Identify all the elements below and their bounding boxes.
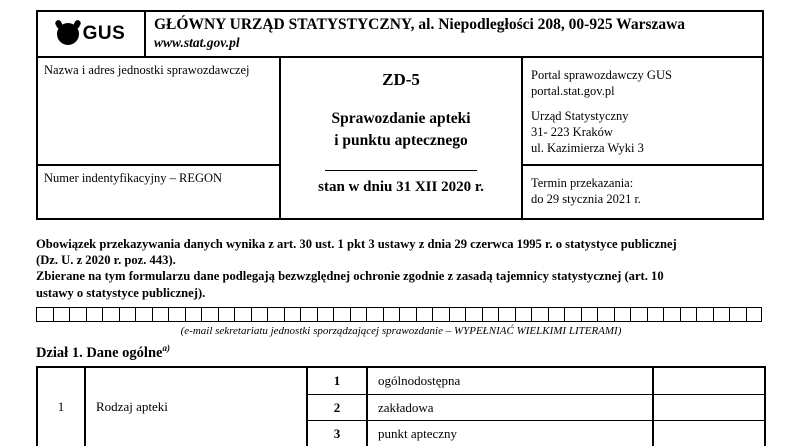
email-comb-cell[interactable] bbox=[564, 307, 581, 322]
table-row-group bbox=[38, 368, 764, 446]
email-comb-cell[interactable] bbox=[135, 307, 152, 322]
table-row bbox=[308, 420, 764, 446]
email-comb-cell[interactable] bbox=[663, 307, 680, 322]
option-index: 2 bbox=[308, 394, 368, 420]
portal-line1: Portal sprawozdawczy GUS bbox=[531, 68, 672, 82]
email-comb-cell[interactable] bbox=[152, 307, 169, 322]
reporting-unit-column bbox=[38, 58, 281, 218]
form-name-line1: Sprawozdanie apteki bbox=[331, 110, 471, 127]
email-comb-cell[interactable] bbox=[119, 307, 136, 322]
office-url: www.stat.gov.pl bbox=[154, 35, 240, 50]
email-comb-cell[interactable] bbox=[399, 307, 416, 322]
email-comb-cell[interactable] bbox=[53, 307, 70, 322]
regon-label: Numer indentyfikacyjny – REGON bbox=[44, 171, 223, 185]
table-row bbox=[308, 394, 764, 420]
email-comb-cell[interactable] bbox=[531, 307, 548, 322]
form-identity-cell bbox=[281, 58, 523, 218]
contact-column bbox=[523, 58, 762, 218]
email-comb-cell[interactable] bbox=[630, 307, 647, 322]
office-line2: 31- 223 Kraków bbox=[531, 125, 613, 139]
email-comb-cell[interactable] bbox=[548, 307, 565, 322]
email-comb-cell[interactable] bbox=[251, 307, 268, 322]
legal-notice bbox=[36, 236, 766, 301]
regon-field[interactable] bbox=[38, 166, 279, 218]
email-comb-cell[interactable] bbox=[515, 307, 532, 322]
form-name bbox=[281, 108, 521, 152]
option-value-input[interactable] bbox=[654, 420, 764, 446]
row-number: 1 bbox=[38, 368, 86, 446]
reporting-unit-field[interactable] bbox=[38, 58, 279, 166]
email-comb-cell[interactable] bbox=[614, 307, 631, 322]
form-divider bbox=[325, 170, 477, 171]
email-comb-cell[interactable] bbox=[416, 307, 433, 322]
deadline-label: Termin przekazania: bbox=[531, 176, 634, 190]
email-comb-cell[interactable] bbox=[102, 307, 119, 322]
email-comb-cell[interactable] bbox=[218, 307, 235, 322]
legal-line-4: ustawy o statystyce publicznej). bbox=[36, 285, 206, 300]
email-comb-cell[interactable] bbox=[713, 307, 730, 322]
option-label: punkt apteczny bbox=[368, 420, 654, 446]
email-comb-cell[interactable] bbox=[185, 307, 202, 322]
table-row bbox=[308, 368, 764, 394]
option-rows bbox=[308, 368, 764, 446]
email-comb-cell[interactable] bbox=[317, 307, 334, 322]
form-header-table bbox=[36, 10, 764, 220]
form-date: stan w dniu 31 XII 2020 r. bbox=[318, 179, 484, 195]
email-comb-cell[interactable] bbox=[234, 307, 251, 322]
email-comb-cell[interactable] bbox=[482, 307, 499, 322]
office-title: GŁÓWNY URZĄD STATYSTYCZNY, al. Niepodległości 208, 00-925 Warszawa bbox=[154, 16, 686, 33]
section-title-superscript: a) bbox=[162, 343, 170, 353]
header-top-row bbox=[38, 12, 762, 58]
option-label: ogólnodostępna bbox=[368, 368, 654, 394]
option-value-input[interactable] bbox=[654, 368, 764, 394]
email-comb-cell[interactable] bbox=[383, 307, 400, 322]
email-comb-cell[interactable] bbox=[696, 307, 713, 322]
email-comb-cell[interactable] bbox=[647, 307, 664, 322]
email-comb-cell[interactable] bbox=[465, 307, 482, 322]
office-line1: Urząd Statystyczny bbox=[531, 109, 629, 123]
option-index: 1 bbox=[308, 368, 368, 394]
gus-logo bbox=[57, 23, 126, 45]
email-comb-cell[interactable] bbox=[201, 307, 218, 322]
email-comb-cell[interactable] bbox=[284, 307, 301, 322]
office-title-cell bbox=[146, 12, 762, 56]
gus-logo-cell bbox=[38, 12, 146, 56]
office-block bbox=[531, 108, 754, 156]
email-comb-cell[interactable] bbox=[300, 307, 317, 322]
form-name-line2: i punktu aptecznego bbox=[334, 132, 468, 149]
email-comb-cell[interactable] bbox=[449, 307, 466, 322]
email-comb-cell[interactable] bbox=[498, 307, 515, 322]
email-comb-cell[interactable] bbox=[333, 307, 350, 322]
reporting-unit-label: Nazwa i adres jednostki sprawozdawczej bbox=[44, 63, 250, 77]
legal-line-1: Obowiązek przekazywania danych wynika z art. 30 ust. 1 pkt 3 ustawy z dnia 29 czerwca 1995 r. o statystyce publicznej bbox=[36, 237, 677, 251]
email-comb-cell[interactable] bbox=[86, 307, 103, 322]
email-comb-cell[interactable] bbox=[168, 307, 185, 322]
header-body-row bbox=[38, 58, 762, 218]
email-comb-cell[interactable] bbox=[366, 307, 383, 322]
email-comb-cell[interactable] bbox=[36, 307, 53, 322]
email-comb-cell[interactable] bbox=[729, 307, 746, 322]
email-comb-cell[interactable] bbox=[581, 307, 598, 322]
office-line3: ul. Kazimierza Wyki 3 bbox=[531, 141, 644, 155]
portal-block bbox=[531, 67, 754, 99]
email-comb-cell[interactable] bbox=[69, 307, 86, 322]
email-comb-cell[interactable] bbox=[746, 307, 763, 322]
deadline-value: do 29 stycznia 2021 r. bbox=[531, 192, 642, 206]
option-index: 3 bbox=[308, 420, 368, 446]
option-value-input[interactable] bbox=[654, 394, 764, 420]
email-comb-cell[interactable] bbox=[680, 307, 697, 322]
form-code: ZD-5 bbox=[382, 70, 420, 89]
legal-line-2: (Dz. U. z 2020 r. poz. 443). bbox=[36, 253, 176, 268]
headphones-icon bbox=[57, 23, 79, 45]
deadline-cell bbox=[523, 166, 762, 218]
email-comb-cell[interactable] bbox=[350, 307, 367, 322]
portal-line2: portal.stat.gov.pl bbox=[531, 84, 615, 98]
email-comb-cell[interactable] bbox=[267, 307, 284, 322]
portal-and-office-cell bbox=[523, 58, 762, 166]
email-comb-note: (e-mail sekretariatu jednostki sporządzającej sprawozdanie – WYPEŁNIAĆ WIELKIMI LITERAMI) bbox=[180, 325, 622, 337]
email-comb-cell[interactable] bbox=[432, 307, 449, 322]
row-label: Rodzaj apteki bbox=[86, 368, 308, 446]
option-label: zakładowa bbox=[368, 394, 654, 420]
legal-line-3: Zbierane na tym formularzu dane podlegają bezwzględnej ochronie zgodnie z zasadą tajemnicy statystycznej (art. 10 bbox=[36, 269, 664, 284]
section-title-text: Dział 1. Dane ogólne bbox=[36, 344, 163, 361]
email-comb-input[interactable] bbox=[36, 307, 762, 322]
gus-logo-text: GUS bbox=[82, 23, 126, 44]
email-comb-cell[interactable] bbox=[597, 307, 614, 322]
section1-table bbox=[36, 366, 766, 446]
section-title bbox=[36, 343, 170, 362]
